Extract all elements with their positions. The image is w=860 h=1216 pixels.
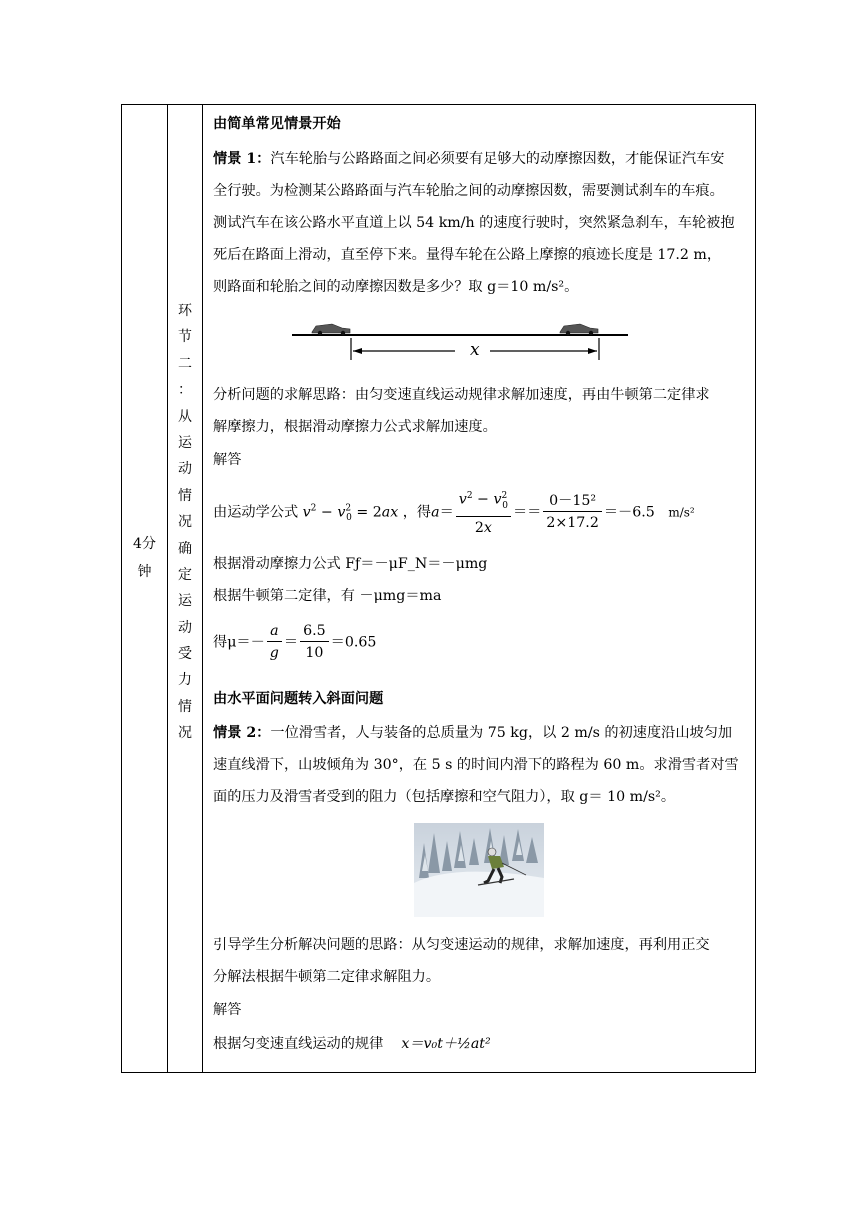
stage-label-char: ： — [178, 382, 192, 399]
stage-label-char: 情 — [178, 487, 192, 504]
diagram-distance-label: x — [470, 340, 480, 360]
stage-label-char: 况 — [178, 725, 192, 742]
heading-1: 由简单常见情景开始 — [213, 116, 341, 132]
equation-1: 由运动学公式 $v^2 - v^2_0 = 2ax$ ，得a＝ $\frac{v^2 - v^2_0}{2x}$ ＝＝ $\frac{\text{0－15²}}{2\times 17.2}$ ＝－6.5 m/s² — [213, 486, 695, 539]
eq1-denominator: 2×17.2 — [546, 514, 599, 531]
scenario1-line-2: 全行驶。为检测某公路路面与汽车轮胎之间的动摩擦因数，需要测试刹车的车痕。 — [213, 183, 724, 199]
stage-label-char: 力 — [178, 672, 192, 689]
stage-label — [167, 298, 203, 747]
stage-label-char: 运 — [178, 593, 192, 610]
stage-label-char: 动 — [178, 461, 192, 478]
stage-label-char: 定 — [178, 566, 192, 583]
scenario1-line-1: 情景 1：汽车轮胎与公路路面之间必须要有足够大的动摩擦因数，才能保证汽车安 — [213, 151, 725, 167]
stage-label-char: 确 — [178, 540, 192, 557]
answer-label-2: 解答 — [213, 1002, 242, 1018]
analysis2-line-2: 分解法根据牛顿第二定律求解阻力。 — [213, 969, 441, 985]
stage-label-char: 二 — [178, 355, 192, 372]
stage-label-char: 况 — [178, 514, 192, 531]
car-braking-diagram — [290, 318, 630, 362]
equation-2: 根据滑动摩擦力公式 Fƒ＝－μF_N＝－μmg — [213, 556, 488, 572]
skier-photo — [414, 823, 544, 917]
car-end-icon — [560, 324, 598, 335]
time-cell — [121, 530, 168, 586]
scenario1-line-3: 测试汽车在该公路水平直道上以 54 km/h 的速度行驶时，突然紧急刹车，车轮被抱 — [213, 215, 735, 231]
stage-label-char: 节 — [178, 329, 192, 346]
equation-4: 得μ＝－ $\frac{a}{g}$ ＝ $\frac{6.5}{10}$ ＝0.65 — [213, 623, 377, 661]
stage-label-char: 动 — [178, 619, 192, 636]
stage-label-char: 受 — [178, 646, 192, 663]
last-line: 根据匀变速直线运动的规律 x＝v₀t＋½at² — [213, 1036, 491, 1052]
scenario2-label: 情景 2： — [213, 725, 271, 741]
eq1-numerator: 0－15² — [543, 491, 602, 512]
scenario2-line-3: 面的压力及滑雪者受到的阻力（包括摩擦和空气阻力），取 g＝ 10 m/s²。 — [213, 789, 676, 805]
time-column — [121, 104, 168, 1073]
car-start-icon — [312, 324, 350, 335]
stage-label-char: 环 — [178, 303, 192, 319]
scenario1-line-5: 则路面和轮胎之间的动摩擦因数是多少？取 g＝10 m/s²。 — [213, 279, 579, 295]
stage-label-char: 从 — [178, 408, 192, 425]
scenario2-line-2: 速直线滑下，山坡倾角为 30°，在 5 s 的时间内滑下的路程为 60 m。求滑雪者对雪 — [213, 757, 739, 773]
scenario2-line-1: 情景 2：一位滑雪者，人与装备的总质量为 75 kg，以 2 m/s 的初速度沿山坡匀加 — [213, 725, 733, 741]
equation-3: 根据牛顿第二定律，有 －μmg＝ma — [213, 588, 442, 604]
heading-2: 由水平面问题转入斜面问题 — [213, 691, 384, 707]
analysis1-line-1: 分析问题的求解思路：由匀变速直线运动规律求解加速度，再由牛顿第二定律求 — [213, 387, 710, 403]
answer-label-1: 解答 — [213, 452, 242, 468]
scenario1-label: 情景 1： — [213, 151, 271, 167]
analysis1-line-2: 解摩擦力，根据滑动摩擦力公式求解加速度。 — [213, 419, 497, 435]
stage-label-char: 运 — [178, 434, 192, 451]
time-cell-text: 4分钟 — [133, 536, 156, 580]
scenario1-line-4: 死后在路面上滑动，直至停下来。量得车轮在公路上摩擦的痕迹长度是 17.2 m， — [213, 247, 722, 263]
stage-label-char: 情 — [178, 698, 192, 715]
analysis2-line-1: 引导学生分析解决问题的思路：从匀变速运动的规律，求解加速度，再利用正交 — [213, 937, 710, 953]
